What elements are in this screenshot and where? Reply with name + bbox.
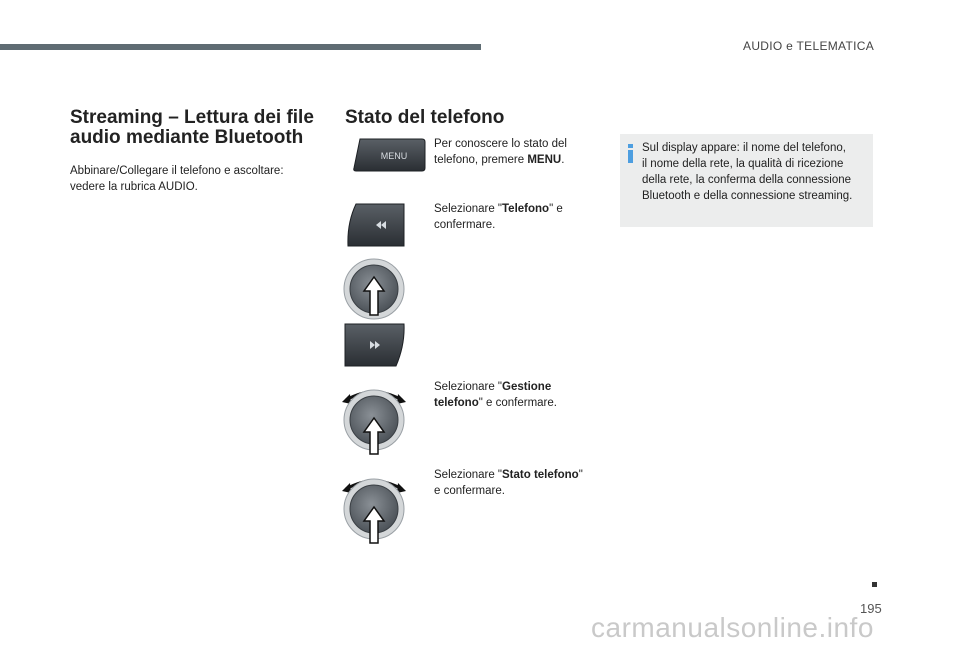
page-number: 195 [860,601,882,616]
info-text: Sul display appare: il nome del telefono, il nome della rete, la qualità di ricezione della rete, la conferma della connessione Bluetooth e della connessione streaming. [642,142,853,202]
knob-rotate-push-icon-2 [340,467,408,545]
phone-status-heading: Stato del telefono [345,107,505,128]
info-icon [628,144,633,163]
knob-push-icon [342,257,406,325]
forward-button-icon [344,323,406,367]
watermark: carmanualsonline.info [591,612,874,643]
menu-button-label: MENU [380,151,408,161]
info-box [620,134,873,227]
header-bar [0,44,481,50]
knob-rotate-push-icon-1 [340,378,408,456]
streaming-text: Abbinare/Collegare il telefono e ascoltare: vedere la rubrica AUDIO. [70,165,284,193]
page-marker [872,582,877,587]
section-title: AUDIO e TELEMATICA [743,39,874,53]
streaming-heading: Streaming – Lettura dei file audio mediante Bluetooth [70,107,314,148]
step1-text: Per conoscere lo stato del telefono, premere MENU. [434,138,567,166]
step3-text: Selezionare "Gestione telefono" e confermare. [434,381,557,409]
step2-text: Selezionare "Telefono" e confermare. [434,203,563,231]
menu-button-icon [352,138,426,172]
rewind-button-icon [346,203,406,247]
step4-text: Selezionare "Stato telefono" e confermare. [434,469,583,497]
